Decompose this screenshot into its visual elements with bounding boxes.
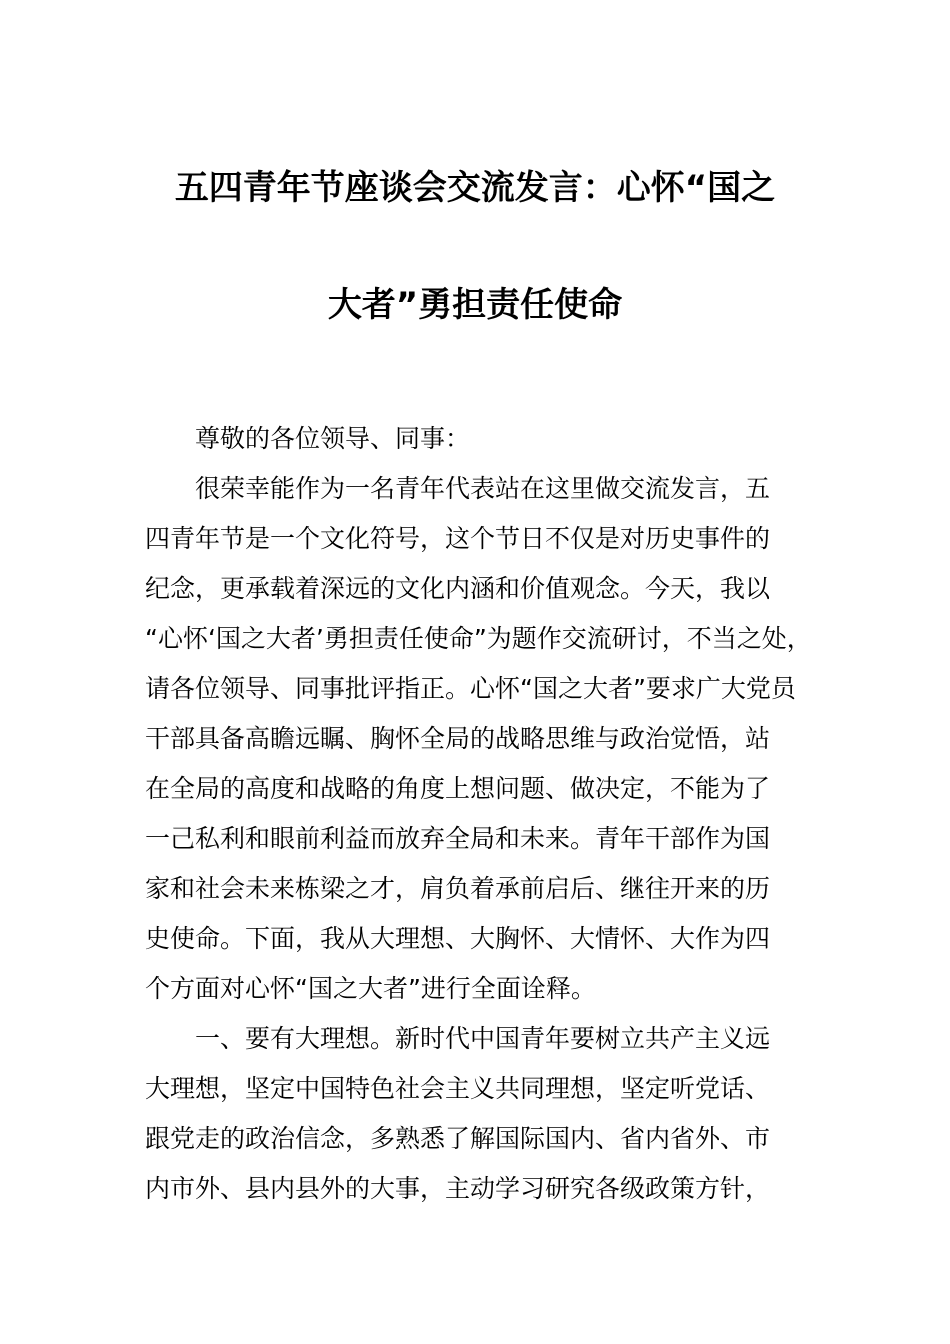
salutation: 尊敬的各位领导、同事：	[195, 424, 471, 453]
paragraph-line: 在全局的高度和战略的角度上想问题、做决定，不能为了	[145, 774, 771, 803]
paragraph-line: 家和社会未来栋梁之才，肩负着承前启后、继往开来的历	[145, 874, 771, 903]
paragraph-line: 史使命。下面，我从大理想、大胸怀、大情怀、大作为四	[145, 924, 771, 953]
paragraph-line: 纪念，更承载着深远的文化内涵和价值观念。今天，我以	[145, 574, 771, 603]
document-title-line-2: 大者”勇担责任使命	[327, 285, 623, 325]
paragraph-line: 跟党走的政治信念，多熟悉了解国际国内、省内省外、市	[145, 1124, 771, 1153]
paragraph-line: “心怀‘国之大者’勇担责任使命”为题作交流研讨，不当之处，	[145, 624, 812, 653]
paragraph-line: 一、要有大理想。新时代中国青年要树立共产主义远	[195, 1024, 771, 1053]
document-body	[145, 414, 815, 1214]
paragraph-line: 四青年节是一个文化符号，这个节日不仅是对历史事件的	[145, 524, 771, 553]
paragraph-line: 很荣幸能作为一名青年代表站在这里做交流发言，五	[195, 474, 771, 503]
paragraph-line: 一己私利和眼前利益而放弃全局和未来。青年干部作为国	[145, 824, 771, 853]
paragraph-line: 请各位领导、同事批评指正。心怀“国之大者”要求广大党员	[145, 674, 796, 703]
paragraph-line: 个方面对心怀“国之大者”进行全面诠释。	[145, 974, 596, 1003]
document-title-line-1: 五四青年节座谈会交流发言：心怀“国之	[174, 168, 776, 208]
paragraph-line: 内市外、县内县外的大事，主动学习研究各级政策方针，	[145, 1174, 771, 1203]
paragraph-line: 大理想，坚定中国特色社会主义共同理想，坚定听党话、	[145, 1074, 771, 1103]
paragraph-line: 干部具备高瞻远瞩、胸怀全局的战略思维与政治觉悟，站	[145, 724, 771, 753]
